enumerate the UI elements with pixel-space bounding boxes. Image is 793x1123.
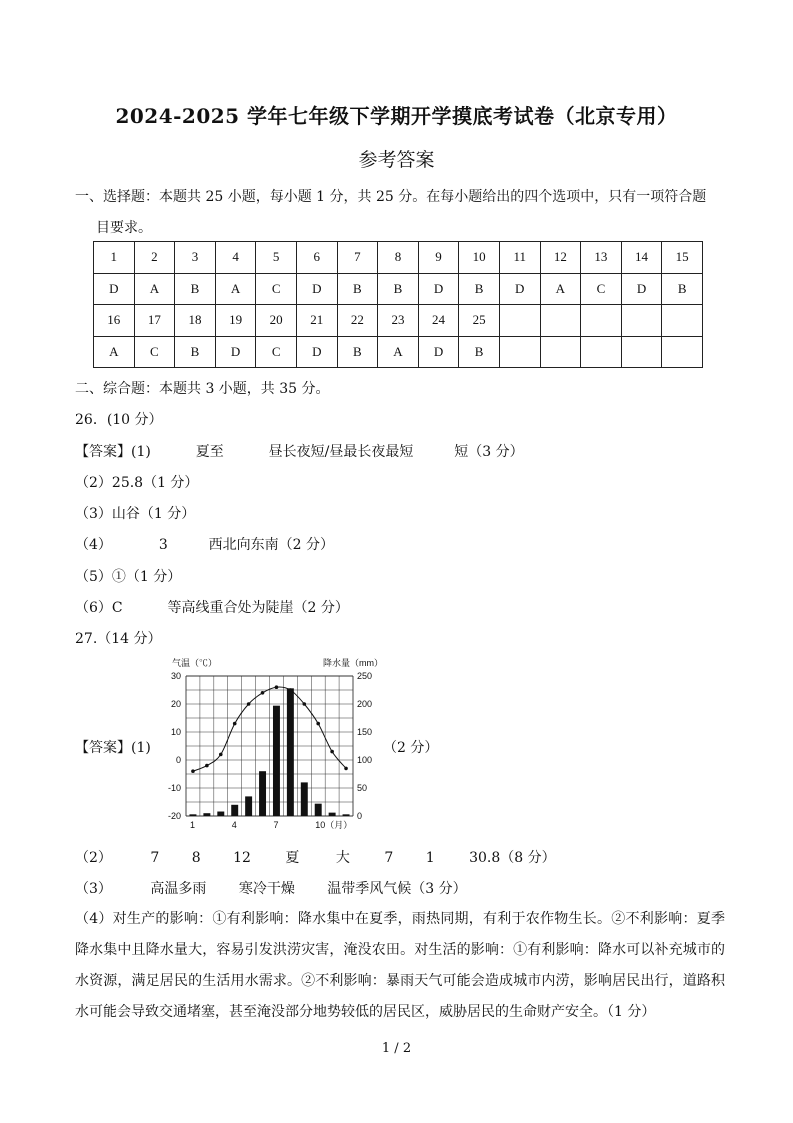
table-cell: B: [337, 336, 378, 368]
x-tick-label: 4: [231, 820, 237, 830]
table-cell: 19: [215, 305, 256, 337]
q26-answer-1: [75, 441, 524, 461]
table-cell: [499, 336, 540, 368]
temperature-point: [302, 702, 306, 706]
table-cell: 17: [134, 305, 175, 337]
x-tick-label: 10（月）: [315, 820, 353, 830]
table-cell: D: [215, 336, 256, 368]
table-cell: 10: [459, 242, 500, 274]
table-cell: [621, 305, 662, 337]
precipitation-bar: [329, 813, 336, 816]
q27-answer-3: （3） 高温多雨 寒冷干燥 温带季风气候（3 分）: [75, 881, 467, 897]
table-cell: 13: [581, 242, 622, 274]
left-tick-label: -10: [167, 783, 181, 793]
table-cell: B: [662, 273, 703, 305]
table-cell: 6: [296, 242, 337, 274]
table-cell: [581, 336, 622, 368]
table-cell: C: [581, 273, 622, 305]
right-tick-label: 50: [357, 783, 368, 793]
table-cell: 15: [662, 242, 703, 274]
precipitation-bar: [301, 782, 308, 816]
q27-heading: 27.（14 分）: [75, 631, 162, 647]
section1-intro: 一、选择题：本题共 25 小题，每小题 1 分，共 25 分。在每小题给出的四个选项中，只有一项符合题: [75, 189, 707, 205]
left-tick-label: -20: [167, 811, 181, 821]
table-cell: 8: [378, 242, 419, 274]
temperature-point: [275, 685, 279, 689]
right-tick-label: 150: [357, 727, 373, 737]
temperature-point: [330, 750, 334, 754]
answer-table: [93, 241, 703, 368]
table-cell: B: [378, 273, 419, 305]
table-cell: 16: [94, 305, 135, 337]
temperature-point: [191, 769, 195, 773]
right-tick-label: 200: [357, 699, 373, 709]
table-cell: B: [337, 273, 378, 305]
table-cell: 14: [621, 242, 662, 274]
right-tick-label: 0: [357, 811, 363, 821]
temperature-point: [289, 688, 293, 692]
table-cell: 11: [499, 242, 540, 274]
table-cell: B: [459, 336, 500, 368]
table-cell: 2: [134, 242, 175, 274]
precipitation-bar: [203, 813, 210, 816]
table-cell: 7: [337, 242, 378, 274]
table-cell: B: [175, 336, 216, 368]
page-number: 1 / 2: [381, 1041, 412, 1056]
table-cell: C: [256, 336, 297, 368]
page-title: 2024-2025 学年七年级下学期开学摸底考试卷（北京专用）: [115, 104, 678, 128]
table-cell: 21: [296, 305, 337, 337]
table-cell: D: [621, 273, 662, 305]
table-cell: B: [459, 273, 500, 305]
section1-intro-cont: 目要求。: [96, 220, 152, 236]
table-cell: 18: [175, 305, 216, 337]
q26-a1-term: 夏至: [195, 444, 224, 460]
q27-answer-label: 【答案】(1): [75, 740, 151, 756]
temperature-point: [219, 753, 223, 757]
table-cell: [662, 336, 703, 368]
right-tick-label: 250: [357, 671, 373, 681]
x-tick-label: 7: [273, 820, 279, 830]
climate-chart: [160, 652, 385, 834]
table-cell: D: [418, 336, 459, 368]
table-cell: C: [134, 336, 175, 368]
q26-answer-4: （4） 3 西北向东南（2 分）: [75, 537, 335, 553]
table-cell: A: [94, 336, 135, 368]
table-cell: A: [540, 273, 581, 305]
section2-heading: 二、综合题：本题共 3 小题，共 35 分。: [75, 381, 330, 397]
chart-grid: [186, 676, 353, 816]
right-tick-label: 100: [357, 755, 373, 765]
table-cell: D: [499, 273, 540, 305]
table-cell: 24: [418, 305, 459, 337]
table-cell: A: [134, 273, 175, 305]
q26-answer-5: （5）①（1 分）: [75, 569, 182, 585]
q26-answer-6: （6）C 等高线重合处为陡崖（2 分）: [75, 600, 349, 616]
table-cell: [581, 305, 622, 337]
precipitation-bar: [245, 796, 252, 816]
table-cell: 5: [256, 242, 297, 274]
precipitation-bar: [259, 771, 266, 816]
table-cell: [662, 305, 703, 337]
table-cell: D: [418, 273, 459, 305]
table-cell: B: [175, 273, 216, 305]
q26-answer-3: （3）山谷（1 分）: [75, 506, 196, 522]
table-cell: 12: [540, 242, 581, 274]
table-cell: A: [378, 336, 419, 368]
left-tick-label: 10: [170, 727, 181, 737]
table-cell: [499, 305, 540, 337]
table-cell: D: [296, 273, 337, 305]
q27-score-1: （2 分）: [383, 740, 439, 756]
table-cell: D: [94, 273, 135, 305]
temperature-point: [261, 691, 265, 695]
table-cell: [621, 336, 662, 368]
left-tick-label: 30: [170, 671, 181, 681]
temperature-point: [205, 764, 209, 768]
table-cell: 25: [459, 305, 500, 337]
precipitation-bar: [231, 805, 238, 816]
precipitation-bar: [273, 706, 280, 816]
table-cell: 20: [256, 305, 297, 337]
table-cell: A: [215, 273, 256, 305]
table-cell: 22: [337, 305, 378, 337]
table-row: [94, 273, 703, 305]
table-cell: [540, 305, 581, 337]
table-row: [94, 336, 703, 368]
table-cell: C: [256, 273, 297, 305]
table-cell: 4: [215, 242, 256, 274]
left-tick-label: 20: [170, 699, 181, 709]
page-subtitle: 参考答案: [358, 149, 435, 171]
temperature-point: [233, 722, 237, 726]
precipitation-bar: [315, 804, 322, 816]
table-cell: 9: [418, 242, 459, 274]
q26-a1-daylength: 昼长夜短/昼最长夜最短: [268, 444, 414, 460]
table-cell: [540, 336, 581, 368]
table-cell: 23: [378, 305, 419, 337]
right-axis-label: 降水量（mm）: [323, 658, 383, 668]
answer-label: 【答案】(1): [75, 444, 151, 460]
q26-heading: 26．(10 分）: [75, 412, 163, 428]
left-tick-label: 0: [175, 755, 181, 765]
q26-a1-short: 短（3 分）: [454, 444, 524, 460]
table-cell: D: [296, 336, 337, 368]
q26-answer-2: （2）25.8（1 分）: [75, 475, 199, 491]
table-row: [94, 242, 703, 274]
q27-answer-4: （4）对生产的影响：①有利影响：降水集中在夏季，雨热同期，有利于农作物生长。②不利影响：夏季降水集中且降水量大，容易引发洪涝灾害，淹没农田。对生活的影响：①有利影响：降水可以补充城市的水资源，满足居民的生活用水需求。②不利影响：暴雨天气可能会造成城市内涝，影响居民出行，道路积水可能会导致交通堵塞，甚至淹没部分地势较低的居民区，威胁居民的生命财产安全。（1 分）: [75, 911, 725, 1020]
left-axis-label: 气温（℃）: [172, 658, 218, 668]
table-cell: 3: [175, 242, 216, 274]
q27-answer-2: （2） 7 8 12 夏 大 7 1 30.8（8 分）: [75, 850, 556, 866]
temperature-point: [247, 702, 251, 706]
table-cell: 1: [94, 242, 135, 274]
temperature-point: [344, 767, 348, 771]
precipitation-bar: [189, 814, 196, 816]
x-tick-label: 1: [189, 820, 195, 830]
precipitation-bar: [217, 812, 224, 816]
precipitation-bar: [343, 814, 350, 816]
temperature-point: [316, 722, 320, 726]
precipitation-bar: [287, 688, 294, 816]
table-row: [94, 305, 703, 337]
